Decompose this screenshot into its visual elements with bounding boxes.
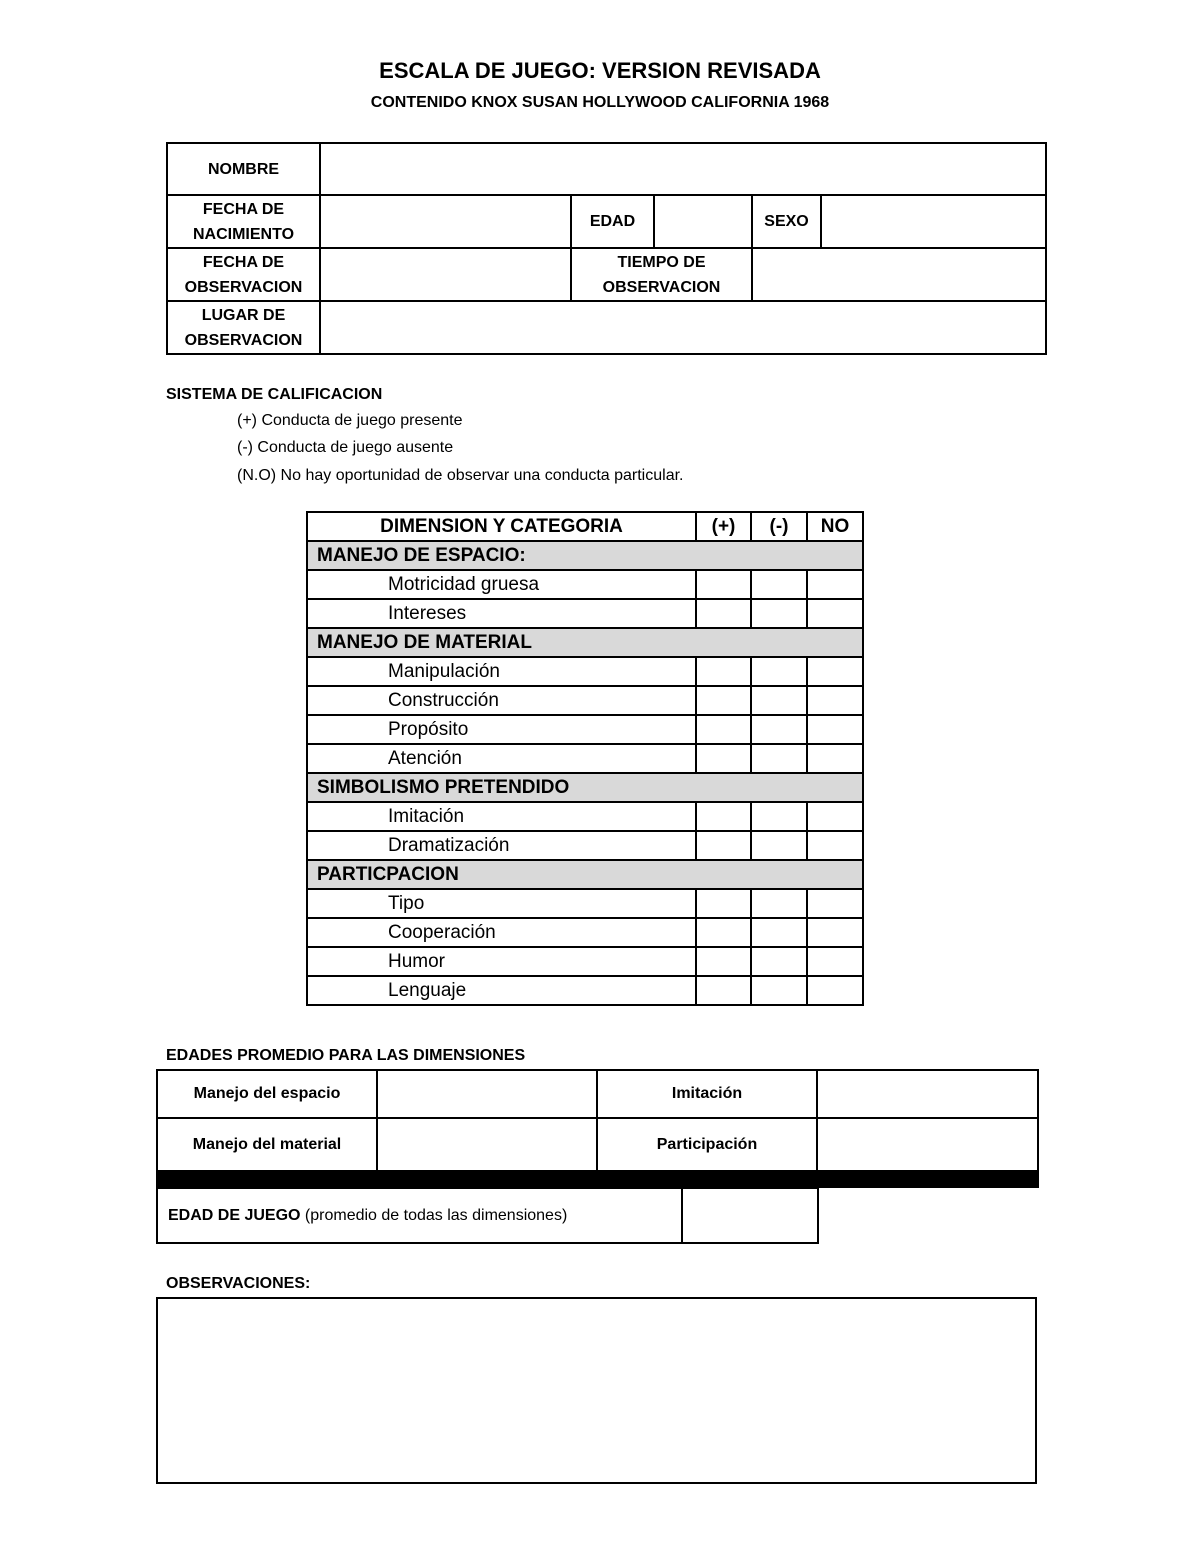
field-tiempo-observacion[interactable] <box>752 248 1046 301</box>
item-row <box>307 599 863 628</box>
info-table <box>166 142 1047 355</box>
label-edad-juego <box>157 1188 682 1243</box>
score-cell-minus[interactable] <box>751 570 807 599</box>
scoring-item-absent: (-) Conducta de juego ausente <box>237 439 454 456</box>
score-cell-no[interactable] <box>807 599 863 628</box>
score-cell-plus[interactable] <box>696 657 751 686</box>
label-participacion: Participación <box>597 1118 817 1171</box>
score-cell-no[interactable] <box>807 657 863 686</box>
score-cell-minus[interactable] <box>751 744 807 773</box>
header-minus: (-) <box>751 512 807 541</box>
category-label: SIMBOLISMO PRETENDIDO <box>307 773 863 802</box>
score-cell-minus[interactable] <box>751 599 807 628</box>
item-row <box>307 889 863 918</box>
score-cell-no[interactable] <box>807 686 863 715</box>
play-age-table <box>156 1187 819 1244</box>
category-row <box>307 773 863 802</box>
field-fecha-nacimiento[interactable] <box>320 195 571 248</box>
score-cell-plus[interactable] <box>696 831 751 860</box>
score-cell-plus[interactable] <box>696 976 751 1005</box>
score-cell-plus[interactable] <box>696 715 751 744</box>
ages-table <box>156 1069 1039 1188</box>
category-label: MANEJO DE ESPACIO: <box>307 541 863 570</box>
item-label: Motricidad gruesa <box>307 570 696 599</box>
score-cell-minus[interactable] <box>751 802 807 831</box>
field-sexo[interactable] <box>821 195 1046 248</box>
field-edad[interactable] <box>654 195 752 248</box>
item-row <box>307 686 863 715</box>
label-edad: EDAD <box>571 195 654 248</box>
score-cell-minus[interactable] <box>751 947 807 976</box>
item-label: Dramatización <box>307 831 696 860</box>
field-participacion[interactable] <box>817 1118 1038 1171</box>
label-sexo: SEXO <box>752 195 821 248</box>
score-cell-minus[interactable] <box>751 976 807 1005</box>
field-lugar-observacion[interactable] <box>320 301 1046 354</box>
label-edad-juego-note: (promedio de todas las dimensiones) <box>300 1206 568 1224</box>
item-label: Lenguaje <box>307 976 696 1005</box>
label-manejo-espacio: Manejo del espacio <box>157 1070 377 1118</box>
field-nombre[interactable] <box>320 143 1046 195</box>
score-cell-no[interactable] <box>807 831 863 860</box>
field-edad-juego[interactable] <box>682 1188 818 1243</box>
score-cell-plus[interactable] <box>696 570 751 599</box>
score-cell-plus[interactable] <box>696 802 751 831</box>
score-cell-no[interactable] <box>807 889 863 918</box>
score-cell-minus[interactable] <box>751 715 807 744</box>
field-manejo-espacio[interactable] <box>377 1070 597 1118</box>
label-imitacion: Imitación <box>597 1070 817 1118</box>
document-subtitle: CONTENIDO KNOX SUSAN HOLLYWOOD CALIFORNIA 1968 <box>370 94 830 111</box>
ages-title: EDADES PROMEDIO PARA LAS DIMENSIONES <box>166 1047 526 1064</box>
label-edad-juego-bold: EDAD DE JUEGO <box>168 1206 301 1224</box>
label-fecha-observacion: FECHA DE OBSERVACION <box>167 248 320 301</box>
score-cell-plus[interactable] <box>696 918 751 947</box>
item-label: Propósito <box>307 715 696 744</box>
item-label: Humor <box>307 947 696 976</box>
score-cell-minus[interactable] <box>751 657 807 686</box>
score-cell-minus[interactable] <box>751 889 807 918</box>
category-label: PARTICPACION <box>307 860 863 889</box>
score-cell-no[interactable] <box>807 715 863 744</box>
category-label: MANEJO DE MATERIAL <box>307 628 863 657</box>
score-cell-no[interactable] <box>807 570 863 599</box>
scoring-item-no-opportunity: (N.O) No hay oportunidad de observar una conducta particular. <box>237 467 684 484</box>
document-title: ESCALA DE JUEGO: VERSION REVISADA <box>379 58 821 83</box>
label-tiempo-observacion: TIEMPO DE OBSERVACION <box>571 248 752 301</box>
label-nombre: NOMBRE <box>167 143 320 195</box>
category-row <box>307 860 863 889</box>
score-cell-plus[interactable] <box>696 947 751 976</box>
item-label: Cooperación <box>307 918 696 947</box>
header-dimension: DIMENSION Y CATEGORIA <box>307 512 696 541</box>
label-lugar-observacion: LUGAR DE OBSERVACION <box>167 301 320 354</box>
score-cell-no[interactable] <box>807 744 863 773</box>
observations-title: OBSERVACIONES: <box>166 1275 311 1292</box>
score-cell-plus[interactable] <box>696 889 751 918</box>
item-row <box>307 976 863 1005</box>
item-row <box>307 918 863 947</box>
score-cell-minus[interactable] <box>751 686 807 715</box>
field-manejo-material[interactable] <box>377 1118 597 1171</box>
score-cell-no[interactable] <box>807 947 863 976</box>
scoring-item-present: (+) Conducta de juego presente <box>237 412 463 429</box>
score-cell-no[interactable] <box>807 918 863 947</box>
score-cell-minus[interactable] <box>751 918 807 947</box>
item-label: Tipo <box>307 889 696 918</box>
score-cell-plus[interactable] <box>696 744 751 773</box>
label-manejo-material: Manejo del material <box>157 1118 377 1171</box>
scoring-title: SISTEMA DE CALIFICACION <box>166 386 383 403</box>
separator-band <box>157 1171 1038 1187</box>
header-no: NO <box>807 512 863 541</box>
item-row <box>307 831 863 860</box>
observations-box[interactable] <box>156 1297 1037 1484</box>
item-row <box>307 570 863 599</box>
score-cell-plus[interactable] <box>696 599 751 628</box>
item-row <box>307 715 863 744</box>
score-cell-no[interactable] <box>807 976 863 1005</box>
field-imitacion[interactable] <box>817 1070 1038 1118</box>
item-label: Construcción <box>307 686 696 715</box>
header-plus: (+) <box>696 512 751 541</box>
score-cell-minus[interactable] <box>751 831 807 860</box>
item-label: Imitación <box>307 802 696 831</box>
category-row <box>307 628 863 657</box>
score-cell-no[interactable] <box>807 802 863 831</box>
item-row <box>307 802 863 831</box>
item-label: Intereses <box>307 599 696 628</box>
item-row <box>307 657 863 686</box>
item-label: Atención <box>307 744 696 773</box>
category-row <box>307 541 863 570</box>
label-fecha-nacimiento: FECHA DE NACIMIENTO <box>167 195 320 248</box>
score-cell-plus[interactable] <box>696 686 751 715</box>
item-row <box>307 744 863 773</box>
dimension-table <box>306 511 864 1006</box>
item-label: Manipulación <box>307 657 696 686</box>
field-fecha-observacion[interactable] <box>320 248 571 301</box>
item-row <box>307 947 863 976</box>
